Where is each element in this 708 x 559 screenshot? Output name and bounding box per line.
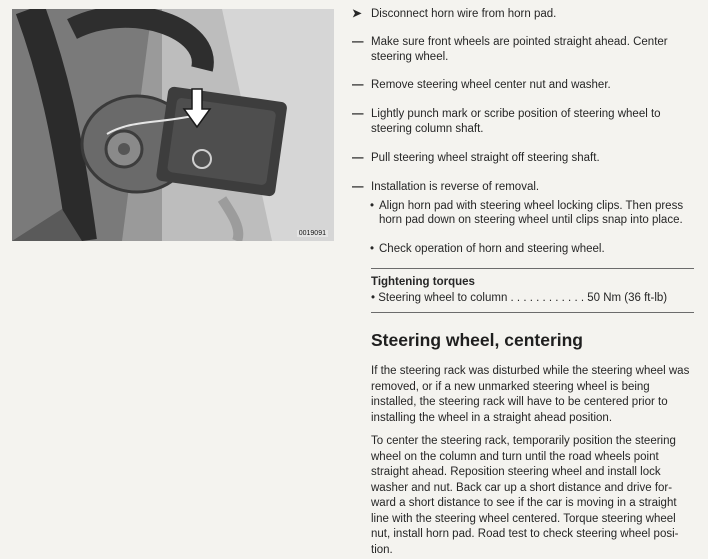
paragraph-intro: If the steering rack was disturbed while the steering wheel was removed, or if a new unmarked steering wheel is being installed, the steering rack will have to be centered prior to installing the wheel in a straight ahead position. [371,365,690,424]
torque-heading: Tightening torques [371,276,475,288]
section-heading: Steering wheel, centering [371,330,583,350]
torque-row: • Steering wheel to column . . . . . . . . . . . . 50 Nm (36 ft-lb) [371,292,668,304]
divider [371,268,694,269]
photo-illustration [12,9,334,241]
dash-marker: — [352,152,364,164]
step-text: Lightly punch mark or scribe position of steering wheel to steering column shaft. [371,108,661,135]
step-text: Pull steering wheel straight off steering shaft. [371,152,600,164]
paragraph-procedure: To center the steering rack, temporarily position the steering wheel on the column and turn until the road wheels point straight ahead. Reposition steering wheel and install lock washer and nut. Back car up a short distance and drive for-ward a short distance to see if the car is moving in a straight line with the steering wheel centered. Torque steering wheel nut, install horn pad. Road test to check steering wheel posi-tion. [371,435,679,556]
bullet-text: Align horn pad with steering wheel locking clips. Then press horn pad down on steering wheel until clips snap into place. [379,200,684,226]
steering-wheel-photo [12,9,334,241]
figure-id-label: 0019091 [298,230,326,237]
pointer-arrow-icon: ➤ [352,8,362,20]
dash-marker: — [352,79,364,91]
dash-marker: — [352,181,364,193]
bullet-marker: • [370,200,375,212]
step-text: Remove steering wheel center nut and washer. [371,79,611,91]
dash-marker: — [352,36,364,48]
step-text: Disconnect horn wire from horn pad. [371,8,557,20]
step-text: Installation is reverse of removal. [371,181,540,193]
step-text: Make sure front wheels are pointed straight ahead. Center steering wheel. [371,36,668,63]
dash-marker: — [352,108,364,120]
bullet-marker: • [370,243,375,255]
bullet-text: Check operation of horn and steering wheel. [379,243,605,255]
divider [371,312,694,313]
